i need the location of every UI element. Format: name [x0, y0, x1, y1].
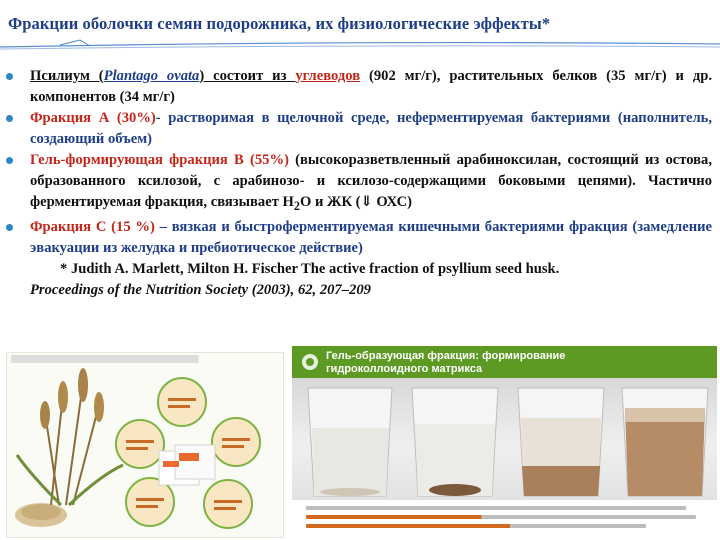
reference [6, 259, 712, 301]
fraction-a-label: Фракция А (30%) [30, 110, 156, 126]
plantago-ovata-term: Plantago ovata [103, 68, 200, 84]
fraction-b-label: Гель-формирующая фракция В (55%) [30, 152, 289, 168]
figure-caption-blur [306, 506, 706, 533]
fraction-c-label: Фракция С (15 %) [30, 218, 155, 235]
psyllium-close-paren: ) состоит из [199, 68, 296, 84]
effect-bubble-top [157, 377, 207, 427]
slide-title: Фракции оболочки семян подорожника, их физиологические эффекты* [8, 14, 551, 33]
gel-matrix-figure [292, 346, 717, 540]
bullet-list [6, 66, 712, 301]
bullet-fraction-b [6, 150, 712, 217]
fraction-b-text: (высокоразветвленный арабиноксилан, состоящий из остова, образованного ксилозой, с арабинозо- и ксилозо-содержащими боковыми цепями). Частично ферментируемая фракция, связывает [30, 152, 712, 210]
reference-authors: * Judith A. Marlett, Milton H. Fischer The active fraction of psyllium seed husk. [60, 260, 560, 277]
bullet-psyllium [6, 66, 712, 108]
cholesterol-text: ОХС) [372, 194, 413, 210]
down-arrow-icon: ⇓ [360, 194, 373, 210]
psyllium-label: Псилиум ( [30, 68, 104, 84]
fraction-c-text: – вязкая и быстроферментируемая кишечными бактериями фракция (замедление эвакуации из желудка и пребиотическое действие) [30, 218, 712, 256]
psyllium-plant-illustration [11, 365, 131, 535]
bullet-dot [6, 115, 13, 122]
bullet-fraction-a [6, 108, 712, 150]
water-h: Н [282, 194, 294, 210]
figure-title-line2: гидроколлоидного матрикса [326, 363, 483, 375]
product-sachet-icon [157, 441, 217, 491]
glasses-photo [292, 378, 717, 500]
reference-journal: Proceedings of the Nutrition Society (2003), 62, 207–209 [30, 281, 371, 298]
four-glasses-illustration [292, 378, 717, 500]
effect-bubble-right [211, 417, 261, 467]
fraction-a-text: - растворимая в щелочной среде, неферментируемая бактериями (наполнитель, создающий объем) [30, 110, 712, 147]
title-underline-decoration [0, 36, 720, 58]
bullet-fraction-c [6, 217, 712, 259]
figure-header-band [292, 346, 717, 378]
diagram-caption-blur [11, 355, 279, 363]
bullet-dot [6, 157, 13, 164]
gel-icon [300, 350, 320, 374]
psyllium-effects-diagram [6, 352, 284, 538]
bullet-dot [6, 224, 13, 231]
carbohydrates-term: углеводов [295, 68, 361, 84]
water-subscript: 2 [293, 198, 300, 213]
water-and-fa-text: О и ЖК ( [299, 194, 361, 210]
psyllium-composition-text: (902 мг/г), растительных белков (35 мг/г) и др. компонентов (34 мг/г) [30, 68, 713, 105]
bullet-dot [6, 73, 13, 80]
figure-title-line1: Гель-образующая фракция: формирование [326, 350, 566, 362]
